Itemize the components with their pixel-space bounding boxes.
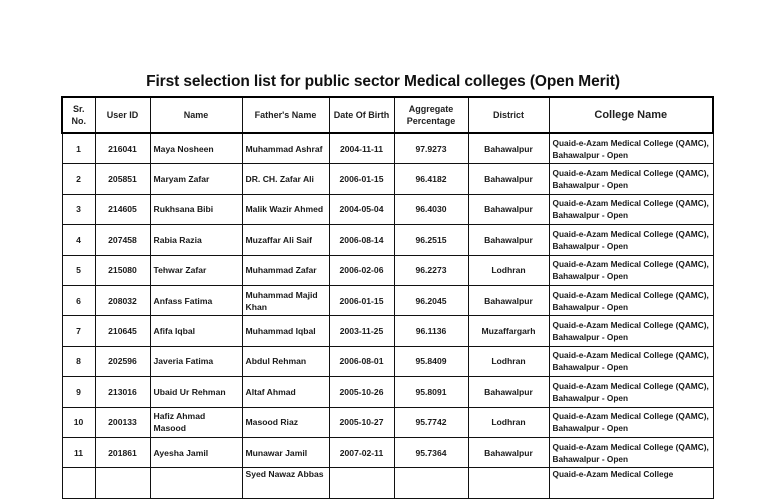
cell-college: Quaid-e-Azam Medical College (QAMC), Bahawalpur - Open [549,225,713,255]
cell-father-name: Muhammad Ashraf [242,133,329,164]
table-row-partial [62,468,713,498]
header-father-name: Father's Name [242,97,329,133]
table-row [62,437,713,467]
table-row [62,255,713,285]
cell-college: Quaid-e-Azam Medical College (QAMC), Bahawalpur - Open [549,255,713,285]
cell-father-name: DR. CH. Zafar Ali [242,164,329,194]
cell-sr-no: 10 [62,407,95,437]
cell-name: Rukhsana Bibi [150,194,242,224]
header-sr-no: Sr. No. [62,97,95,133]
header-district: District [468,97,549,133]
cell-name: Afifa Iqbal [150,316,242,346]
cell-dob: 2004-05-04 [329,194,394,224]
cell-sr-no: 8 [62,346,95,376]
cell-father-name: Masood Riaz [242,407,329,437]
cell-aggregate: 96.2045 [394,285,468,315]
cell-name: Maryam Zafar [150,164,242,194]
cell-dob: 2006-01-15 [329,285,394,315]
cell-name: Ayesha Jamil [150,437,242,467]
cell-aggregate: 96.4182 [394,164,468,194]
cell-user-id: 208032 [95,285,150,315]
table-row [62,316,713,346]
cell-college: Quaid-e-Azam Medical College (QAMC), Bahawalpur - Open [549,407,713,437]
cell-dob: 2003-11-25 [329,316,394,346]
header-name: Name [150,97,242,133]
cell-district: Bahawalpur [468,377,549,407]
table-row [62,346,713,376]
cell-sr-no: 1 [62,133,95,164]
cell-aggregate: 96.2273 [394,255,468,285]
cell-father-name: Abdul Rehman [242,346,329,376]
cell-dob: 2006-02-06 [329,255,394,285]
cell-aggregate [394,468,468,498]
table-row [62,407,713,437]
table-row [62,285,713,315]
cell-name: Anfass Fatima [150,285,242,315]
cell-name: Ubaid Ur Rehman [150,377,242,407]
cell-dob: 2005-10-26 [329,377,394,407]
cell-father-name: Malik Wazir Ahmed [242,194,329,224]
cell-father-name: Muzaffar Ali Saif [242,225,329,255]
cell-father-name: Muhammad Iqbal [242,316,329,346]
cell-aggregate: 96.4030 [394,194,468,224]
cell-college: Quaid-e-Azam Medical College [549,468,713,498]
cell-college: Quaid-e-Azam Medical College (QAMC), Bahawalpur - Open [549,133,713,164]
cell-user-id: 200133 [95,407,150,437]
cell-father-name: Muhammad Majid Khan [242,285,329,315]
cell-name: Tehwar Zafar [150,255,242,285]
header-dob: Date Of Birth [329,97,394,133]
cell-dob: 2005-10-27 [329,407,394,437]
cell-sr-no: 6 [62,285,95,315]
cell-user-id: 205851 [95,164,150,194]
cell-district: Lodhran [468,407,549,437]
cell-sr-no: 11 [62,437,95,467]
cell-aggregate: 95.7364 [394,437,468,467]
cell-district: Lodhran [468,346,549,376]
cell-district: Bahawalpur [468,133,549,164]
cell-district [468,468,549,498]
cell-aggregate: 96.2515 [394,225,468,255]
cell-sr-no: 3 [62,194,95,224]
cell-aggregate: 95.8091 [394,377,468,407]
cell-district: Bahawalpur [468,194,549,224]
document-title: First selection list for public sector Medical colleges (Open Merit) [146,73,620,90]
cell-college: Quaid-e-Azam Medical College (QAMC), Bahawalpur - Open [549,377,713,407]
cell-aggregate: 95.8409 [394,346,468,376]
cell-user-id: 216041 [95,133,150,164]
header-college: College Name [549,97,713,133]
cell-sr-no: 9 [62,377,95,407]
header-user-id: User ID [95,97,150,133]
cell-user-id: 215080 [95,255,150,285]
cell-district: Lodhran [468,255,549,285]
cell-college: Quaid-e-Azam Medical College (QAMC), Bahawalpur - Open [549,346,713,376]
cell-user-id: 201861 [95,437,150,467]
cell-dob: 2006-08-14 [329,225,394,255]
cell-father-name: Muhammad Zafar [242,255,329,285]
cell-sr-no: 7 [62,316,95,346]
cell-user-id [95,468,150,498]
cell-district: Bahawalpur [468,437,549,467]
cell-dob: 2006-08-01 [329,346,394,376]
cell-aggregate: 95.7742 [394,407,468,437]
cell-college: Quaid-e-Azam Medical College (QAMC), Bahawalpur - Open [549,285,713,315]
cell-user-id: 207458 [95,225,150,255]
table-row [62,225,713,255]
cell-dob [329,468,394,498]
cell-sr-no: 5 [62,255,95,285]
merit-list-table [61,96,714,499]
header-aggregate: Aggregate Percentage [394,97,468,133]
cell-father-name: Altaf Ahmad [242,377,329,407]
cell-user-id: 210645 [95,316,150,346]
cell-aggregate: 97.9273 [394,133,468,164]
cell-dob: 2007-02-11 [329,437,394,467]
cell-college: Quaid-e-Azam Medical College (QAMC), Bahawalpur - Open [549,316,713,346]
cell-name [150,468,242,498]
cell-name: Rabia Razia [150,225,242,255]
cell-name: Javeria Fatima [150,346,242,376]
cell-district: Bahawalpur [468,285,549,315]
cell-sr-no [62,468,95,498]
cell-father-name: Syed Nawaz Abbas [242,468,329,498]
cell-father-name: Munawar Jamil [242,437,329,467]
cell-sr-no: 2 [62,164,95,194]
table-header-row [62,97,713,133]
cell-college: Quaid-e-Azam Medical College (QAMC), Bahawalpur - Open [549,194,713,224]
cell-name: Hafiz Ahmad Masood [150,407,242,437]
cell-user-id: 213016 [95,377,150,407]
cell-aggregate: 96.1136 [394,316,468,346]
cell-dob: 2006-01-15 [329,164,394,194]
cell-name: Maya Nosheen [150,133,242,164]
cell-district: Bahawalpur [468,164,549,194]
cell-user-id: 214605 [95,194,150,224]
cell-dob: 2004-11-11 [329,133,394,164]
table-row [62,377,713,407]
table-row [62,194,713,224]
cell-user-id: 202596 [95,346,150,376]
table-row [62,164,713,194]
cell-college: Quaid-e-Azam Medical College (QAMC), Bahawalpur - Open [549,164,713,194]
cell-college: Quaid-e-Azam Medical College (QAMC), Bahawalpur - Open [549,437,713,467]
cell-sr-no: 4 [62,225,95,255]
cell-district: Bahawalpur [468,225,549,255]
table-row [62,133,713,164]
cell-district: Muzaffargarh [468,316,549,346]
